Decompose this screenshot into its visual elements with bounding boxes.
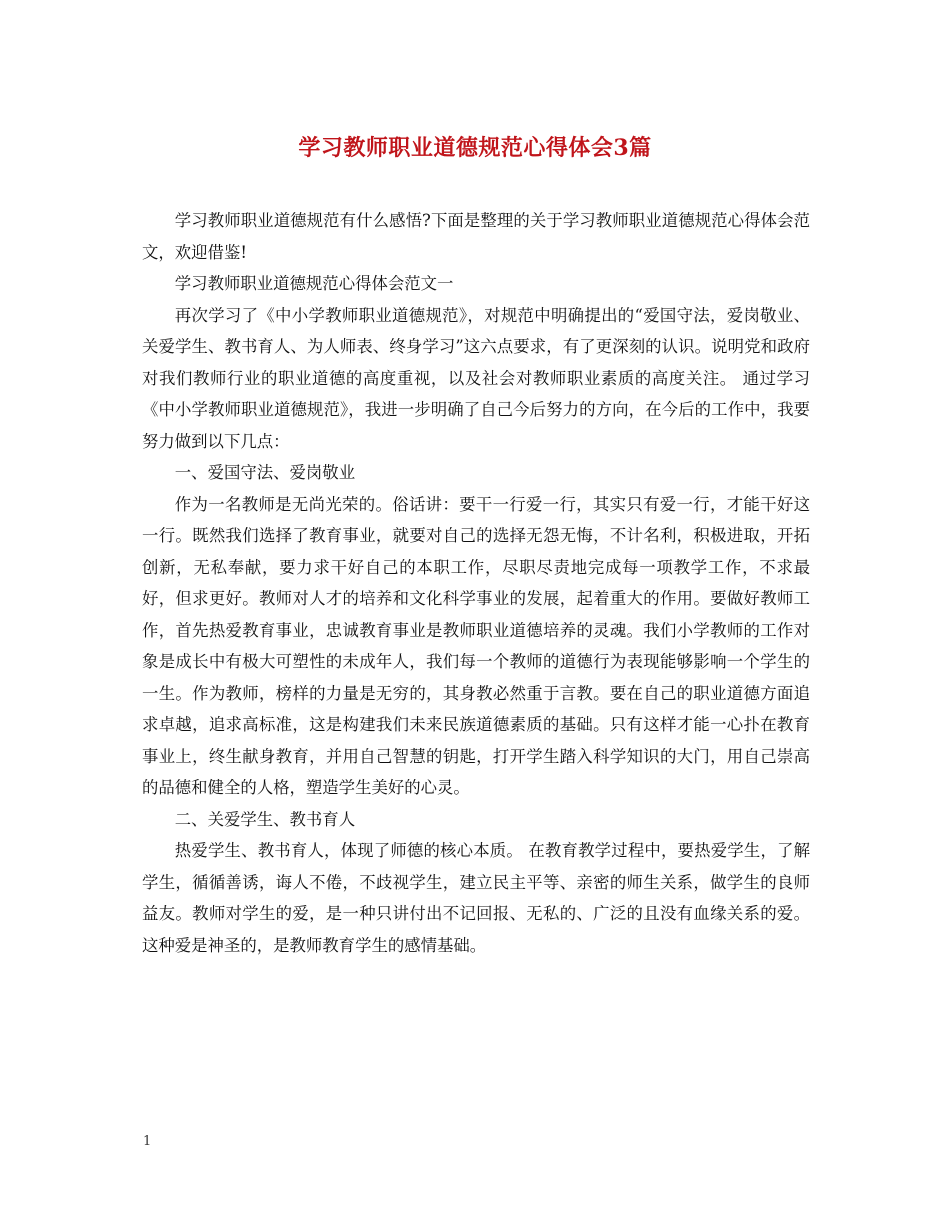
section-heading-essay-one: 学习教师职业道德规范心得体会范文一	[174, 274, 454, 293]
document-body	[142, 205, 810, 961]
intro-paragraph: 学习教师职业道德规范有什么感悟?下面是整理的关于学习教师职业道德规范心得体会范文，欢迎借鉴!	[142, 211, 810, 262]
body-paragraph: 热爱学生、教书育人，体现了师德的核心本质。 在教育教学过程中，要热爱学生，了解学生，循循善诱，诲人不倦，不歧视学生，建立民主平等、亲密的师生关系，做学生的良师益友。教师对学生的爱，是一种只讲付出不记回报、无私的、广泛的且没有血缘关系的爱。这种爱是神圣的，是教师教育学生的感情基础。	[142, 841, 810, 955]
document-title: 学习教师职业道德规范心得体会3篇	[298, 135, 652, 161]
section-heading-two: 二、关爱学生、教书育人	[174, 809, 356, 829]
section-heading-one: 一、爱国守法、爱岗敬业	[174, 463, 356, 482]
body-paragraph: 再次学习了《中小学教师职业道德规范》，对规范中明确提出的“爱国守法，爱岗敬业、关爱学生、教书育人、为人师表、终身学习”这六点要求，有了更深刻的认识。说明党和政府对我们教师行业的职业道德的高度重视，以及社会对教师职业素质的高度关注。 通过学习《中小学教师职业道德规范》，我进一步明确了自己今后努力的方向，在今后的工作中，我要努力做到以下几点：	[142, 305, 810, 451]
body-paragraph: 作为一名教师是无尚光荣的。俗话讲：要干一行爱一行，其实只有爱一行，才能干好这一行。既然我们选择了教育事业，就要对自己的选择无怨无悔，不计名利，积极进取，开拓创新，无私奉献，要力求干好自己的本职工作，尽职尽责地完成每一项教学工作，不求最好，但求更好。教师对人才的培养和文化科学事业的发展，起着重大的作用。要做好教师工作，首先热爱教育事业，忠诚教育事业是教师职业道德培养的灵魂。我们小学教师的工作对象是成长中有极大可塑性的未成年人，我们每一个教师的道德行为表现能够影响一个学生的一生。作为教师，榜样的力量是无穷的，其身教必然重于言教。要在自己的职业道德方面追求卓越，追求高标准，这是构建我们未来民族道德素质的基础。只有这样才能一心扑在教育事业上，终生献身教育，并用自己智慧的钥匙，打开学生踏入科学知识的大门，用自己崇高的品德和健全的人格，塑造学生美好的心灵。	[142, 494, 810, 797]
page-number: 1	[143, 1134, 152, 1149]
